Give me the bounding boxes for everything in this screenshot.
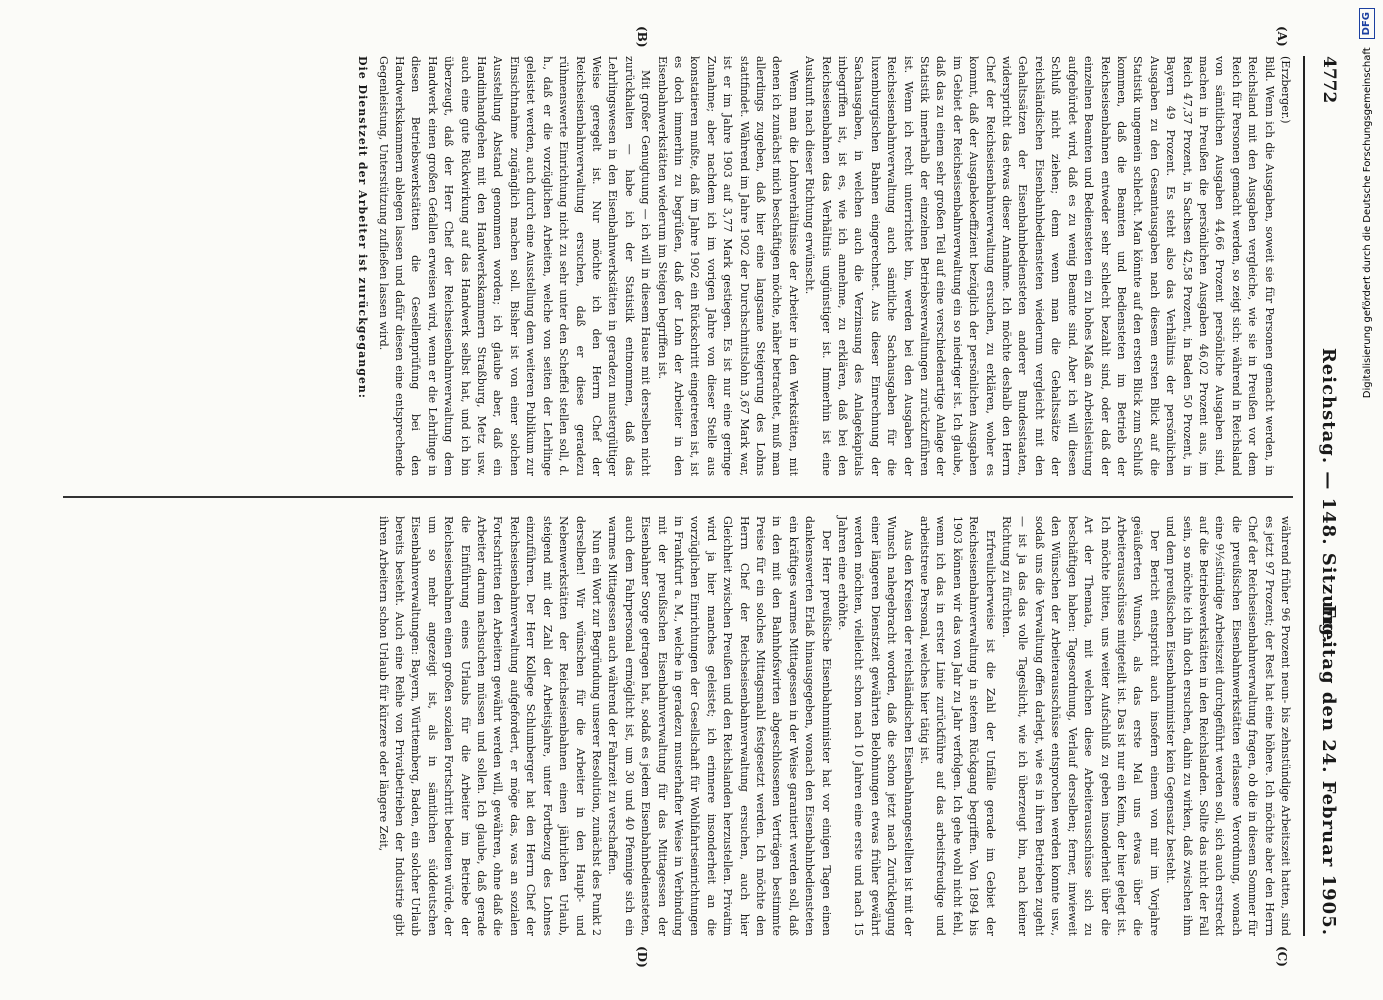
right-column bbox=[63, 516, 1293, 936]
header-rule bbox=[1303, 56, 1305, 936]
paragraph: Wenn man die Lohnverhältnisse der Arbeiter in den Werkstätten, mit denen ich zunächst mich beschäftigen möchte, näher betrachtet, muß man allerdings zugeben, daß hier eine langsame Steigerung des Lohns stattfindet. Während im Jahre 1902 der Durchschnittslohn 3,67 Mark war, ist er im Jahre 1903 auf 3,77 Mark gestiegen. Es ist nur eine geringe Zunahme; aber nachdem ich im vorigen Jahre von dieser Stelle aus konstatieren mußte, daß im Jahre 1902 ein Rückschritt eingetreten ist, ist es doch immerhin zu begrüßen, daß der Lohn der Arbeiter in den Eisenbahnwerkstätten wiederum im Steigen begriffen ist. bbox=[655, 56, 800, 476]
margin-marker-a: (A) bbox=[1275, 26, 1289, 47]
speaker-name: (Erzberger.) bbox=[1279, 56, 1292, 124]
margin-marker-d: (D) bbox=[635, 946, 649, 968]
column-divider bbox=[63, 496, 1293, 498]
paragraph: Der Bericht entspricht auch insofern einem von mir im Vorjahre geäußerten Wunsch, als das erste Mal uns etwas über die Arbeiterausschüsse mitgeteilt ist. Das ist nur ein Keim, der hier gelegt ist. Ich möchte bitten, uns weiter Aufschluß zu geben insonderheit über die Art der Themata, mit welchen diese Arbeiterausschüsse sich zu beschäftigen haben: Tagesordnung, Verlauf derselben; ferner, inwieweit den Wünschen der Arbeiterausschüsse entsprochen werden konnte usw., sodaß uns die Verwaltung offen darlegt, wie es in ihren Betrieben zugeht — ist ja das das volle Tageslicht, wie ich überzeugt bin, nach keiner Richtung zu fürchten. bbox=[1000, 516, 1161, 936]
paragraph: Nun ein Wort zur Begründung unserer Resolution, zunächst des Punkt 2 derselben! Wir wünschen für die Arbeiter in den Haupt- und Nebenwerkstätten der Reichseisenbahnen einen jährlichen Urlaub, steigend mit der Zahl der Arbeitsjahre, unter Fortbezug des Lohnes einzuführen. Der Herr Kollege Schlumberger hat den Herrn Chef der Reichseisenbahnverwaltung aufgefordert, er möge das, was an sozialen Fortschritten den Arbeitern gewährt werden will, gewähren, ohne daß die Arbeiter darum nachsuchen müssen und sollen. Ich glaube, daß gerade die Einführung eines Urlaubs für die Arbeiter im Betriebe der Reichseisenbahnen einen großen sozialen Fortschritt bedeuten würde, der um so mehr angezeigt ist, als in sämtlichen süddeutschen Eisenbahnverwaltungen: Bayern, Württemberg, Baden, ein solcher Urlaub bereits besteht. Auch eine Reihe von Privatbetrieben der Industrie gibt ihren Arbeitern schon Urlaub für kürzere oder längere Zeit, bbox=[376, 516, 603, 936]
speaker-label bbox=[1277, 56, 1293, 476]
page-date: Freitag den 24. Februar 1905. bbox=[1318, 604, 1339, 936]
paragraph: Der Herr preußische Eisenbahnminister hat vor einigen Tagen einen dankenswerten Erlaß hinausgegeben, wonach den Eisenbahnbediensteten ein kräftiges warmes Mittagessen in der Weise garantiert werden soll, daß in den mit den Bahnhofswirten abgeschlossenen Verträgen bestimmte Preise für ein solches Mittagsmahl festgesetzt werden. Ich möchte den Herrn Chef der Reichseisenbahnverwaltung ersuchen, auch hier Gleichheit zwischen Preußen und den Reichslanden herzustellen. Privatim wird ja hier manches geleistet; ich erinnere insonderheit an die vorzüglichen Einrichtungen der Gesellschaft für Wohlfahrtseinrichtungen in Frankfurt a. M., welche in geradezu musterhafter Weise in Verbindung mit der preußischen Eisenbahnverwaltung für das Mittagessen der Eisenbahner Sorge getragen hat, sodaß es jedem Eisenbahnbediensteten, auch dem Fahrpersonal ermöglicht ist, um 30 und 40 Pfennige sich ein warmes Mittagessen auch während der Fahrzeit zu verschaffen. bbox=[606, 516, 833, 936]
paragraph: Bild. Wenn ich die Ausgaben, soweit sie für Personen gemacht werden, in Reichsland mit den Ausgaben vergleiche, wie sie in Preußen vor dem Reich für Personen gemacht werden, so zeigt sich: während in Reichsland von sämtlichen Ausgaben 44,66 Prozent persönliche Ausgaben sind, machen in Preußen die persönlichen Ausgaben 46,02 Prozent aus, im Reich 47,37 Prozent, in Sachsen 42,58 Prozent, in Baden 50 Prozent, in Bayern 49 Prozent. Es steht also das Verhältnis der persönlichen Ausgaben zu den Gesamtausgaben nach diesem ersten Blick auf die Statistik ungemein schlecht. Man könnte auf den ersten Blick zum Schluß kommen, daß die Beamten und Bediensteten im Betrieb der Reichseisenbahnen entweder sehr schlecht bezahlt sind, oder daß der einzelnen Beamten und Bediensteten ein zu hohes Maß an Arbeitsleistung aufgebürdet wird, daß es zu wenig Beamte sind. Aber ich will diesen Schluß nicht ziehen; denn wenn man die Gehaltssätze der reichsländischen Eisenbahnbediensteten wiederum vergleicht mit den Gehaltssätzen der Eisenbahnbediensteten anderer Bundesstaaten, widerspricht das etwas dieser Annahme. Ich möchte deshalb den Herrn Chef der Reichseisenbahnverwaltung ersuchen, zu erklären, woher es kommt, daß der Ausgabekoeffizient bezüglich der persönlichen Ausgaben im Gebiet der Reichseisenbahnverwaltung ein so niedriger ist. Ich glaube, daß das zu einem sehr großen Teil auf eine verschiedenartige Anlage der Statistik innerhalb der einzelnen Betriebsverwaltungen zurückzuführen ist. Wenn ich recht unterrichtet bin, werden bei den Ausgaben der Reichseisenbahnverwaltung auch sämtliche Sachausgaben für die luxemburgischen Bahnen eingerechnet. Aus dieser Einrechnung der Sachausgaben, in welchen auch die Verzinsung des Anlagekapitals inbegriffen ist, ist es, wie ich annehme, zu erklären, daß bei den Reichseisenbahnen das Verhältnis ungünstiger ist. Immerhin ist eine Auskunft nach dieser Richtung erwünscht. bbox=[803, 56, 1276, 476]
paragraph: Aus den Kreisen der reichsländischen Eisenbahnangestellten ist mit der Wunsch nahegebracht worden, daß die schon jetzt nach Zurücklegung einer längeren Dienstzeit gewährten Belohnungen etwas früher gewährt werden möchten, vielleicht schon nach 10 Jahren eine erste und nach 15 Jahren eine erhöhte. bbox=[836, 516, 915, 936]
page-body bbox=[49, 26, 1349, 968]
left-column bbox=[63, 56, 1293, 476]
paragraph: Mit großer Genugtuung — ich will in diesem Hause mit derselben nicht zurückhalten — habe ich der Statistik entnommen, daß das Lehrlingswesen in den Eisenbahnwerkstätten in geradezu mustergültiger Weise geregelt ist. Nur möchte ich den Herrn Chef der Reichseisenbahnverwaltung ersuchen, daß er diese geradezu rühmenswerte Einrichtung nicht zu sehr unter den Scheffel stellen soll, d. h., daß er die vorzüglichen Arbeiten, welche von seiten der Lehrlinge geleistet werden, auch durch eine Ausstellung dem weiteren Publikum zur Einsichtnahme zugänglich machen soll. Bisher ist von einer solchen Ausstellung Abstand genommen worden; ich glaube aber, daß ein Handinhandgehen mit den Handwerkskammern Straßburg, Metz usw. auch eine gute Rückwirkung auf das Handwerk selbst hat, und ich bin überzeugt, daß der Herr Chef der Reichseisenbahnverwaltung dem Handwerk einen großen Gefallen erweisen wird, wenn er die Lehrlinge in diesen Betriebswerkstätten die Gesellenprüfung bei den Handwerkskammern ablegen lassen und dafür diesen eine entsprechende Gegenleistung, Unterstützung zufließen lassen wird. bbox=[376, 56, 653, 476]
side-attribution-text-row bbox=[1356, 8, 1378, 998]
attribution-text: Digitalisierung gefördert durch die Deutsche Forschungsgemeinschaft bbox=[1361, 47, 1373, 399]
closing-heading: Die Dienstzeit der Arbeiter ist zurückgegangen: bbox=[356, 56, 370, 399]
margin-marker-c: (C) bbox=[1275, 946, 1289, 967]
page-header bbox=[1309, 56, 1349, 936]
paragraph: während früher 96 Prozent neun- bis zehnstündige Arbeitszeit hatten, sind es jetzt 97 Prozent; der Rest hat eine höhere. Ich möchte aber den Herrn Chef der Reichseisenbahnverwaltung fragen, ob die in diesem Sommer für die preußischen Eisenbahnwerkstätten erlassene Verordnung, wonach eine 9½stündige Arbeitszeit durchgeführt werden soll, sich auch erstreckt auf die Betriebswerkstätten in den Reichslanden. Sollte das nicht der Fall sein, so möchte ich ihn doch ersuchen, dahin zu wirken, daß zwischen ihm und dem preußischen Eisenbahnminister kein Gegensatz besteht. bbox=[1164, 516, 1292, 936]
side-attribution bbox=[1356, 8, 1378, 998]
page-number: 4772 bbox=[1319, 56, 1339, 104]
dfg-logo: DFG bbox=[1359, 8, 1375, 39]
page-running-title: Reichstag. — 148. Sitzung. bbox=[1318, 347, 1339, 645]
paragraph: Erfreulicherweise ist die Zahl der Unfälle gerade im Gebiet der Reichseisenbahnverwaltung in stetem Rückgang begriffen. Von 1894 bis 1903 können wir das von Jahr zu Jahr verfolgen. Ich gehe wohl nicht fehl, wenn ich das in erster Linie zurückführe auf das arbeitsfreudige und arbeitstreue Personal, welches hier tätig ist. bbox=[918, 516, 997, 936]
margin-marker-b: (B) bbox=[635, 26, 649, 48]
